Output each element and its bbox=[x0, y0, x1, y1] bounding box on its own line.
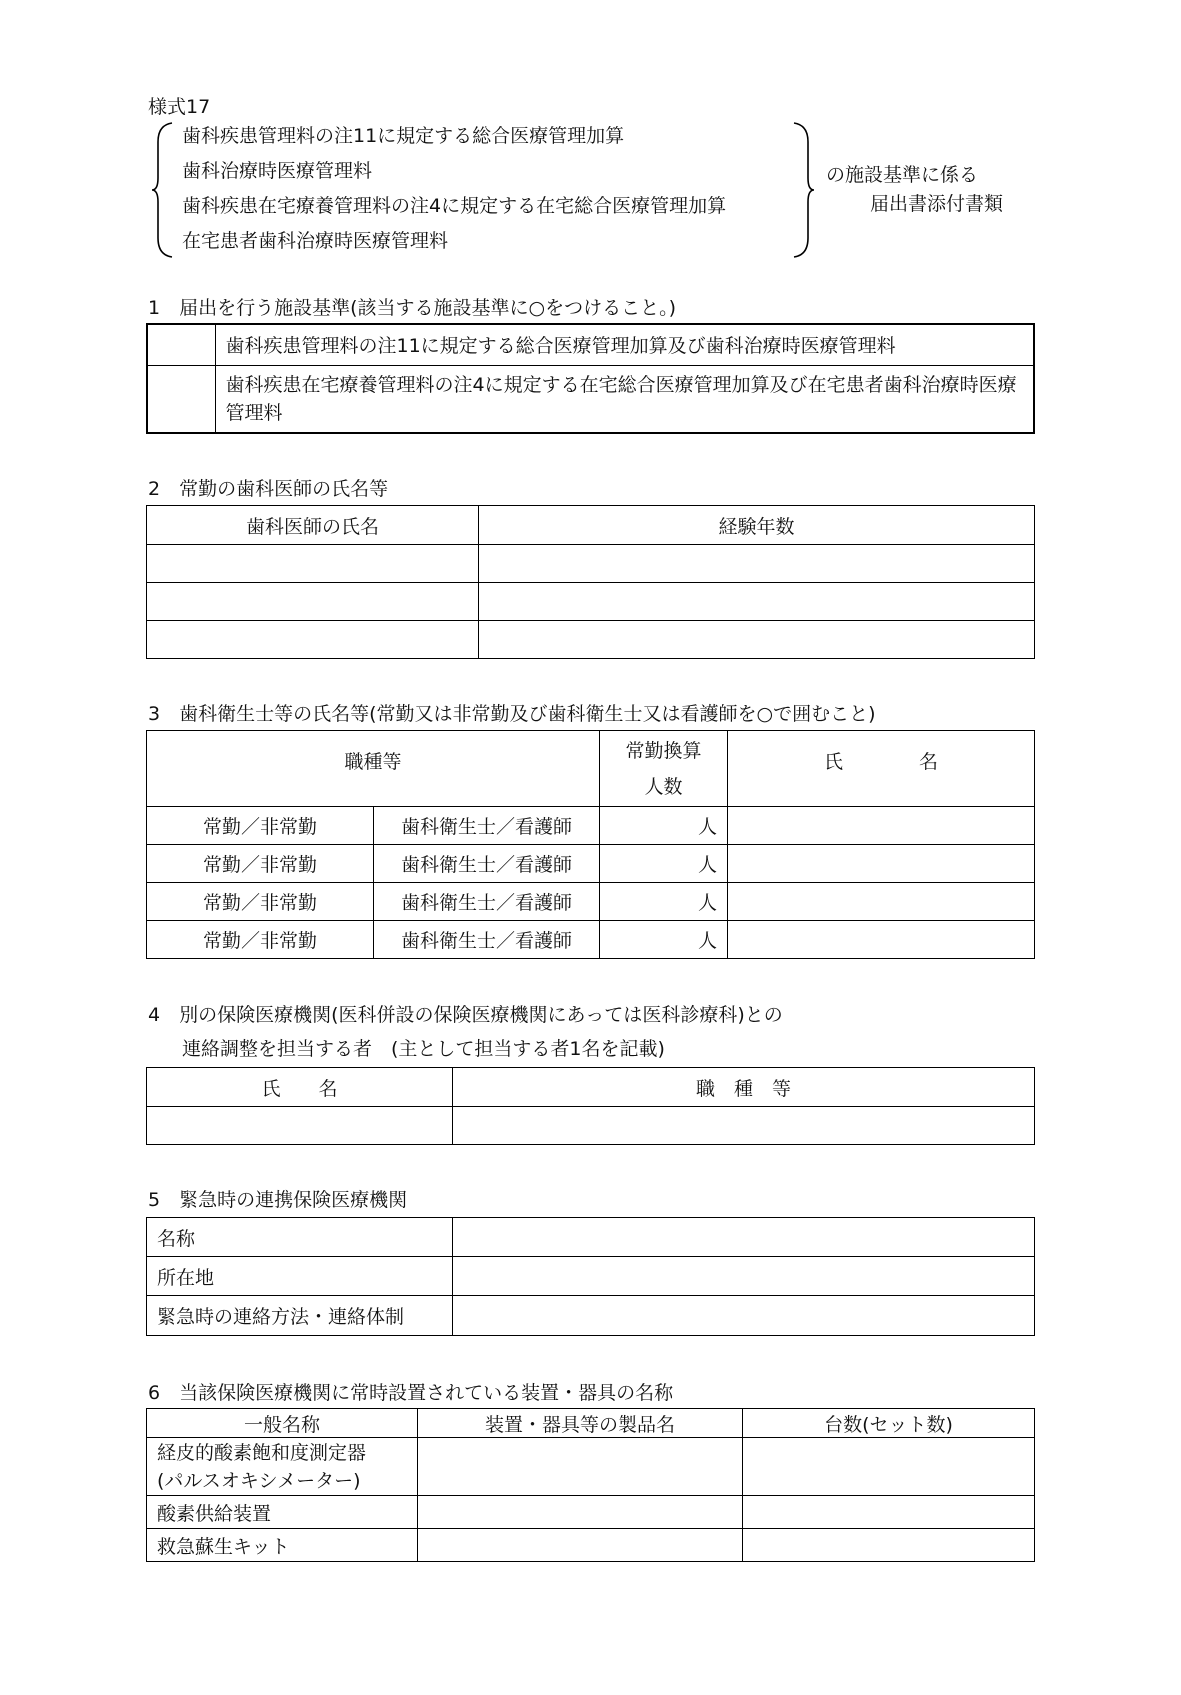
section3-employment[interactable]: 常勤／非常勤 bbox=[147, 883, 374, 921]
section6-title: 6 当該保険医療機関に常時設置されている装置・器具の名称 bbox=[148, 1382, 674, 1404]
section2-cell[interactable] bbox=[479, 583, 1035, 621]
section6-count-cell[interactable] bbox=[743, 1529, 1035, 1562]
form-number: 様式17 bbox=[148, 96, 211, 118]
section3-count-unit[interactable]: 人 bbox=[600, 883, 728, 921]
section3-count-unit[interactable]: 人 bbox=[600, 807, 728, 845]
section4-cell[interactable] bbox=[147, 1107, 453, 1145]
section3-name-cell[interactable] bbox=[728, 883, 1035, 921]
section2-table bbox=[146, 505, 1035, 659]
section4-table bbox=[146, 1067, 1035, 1145]
section6-product-cell[interactable] bbox=[418, 1496, 743, 1529]
section4-header-role: 職 種 等 bbox=[453, 1068, 1035, 1107]
section2-title: 2 常勤の歯科医師の氏名等 bbox=[148, 478, 389, 500]
section1-table bbox=[146, 323, 1035, 434]
section2-cell[interactable] bbox=[147, 583, 479, 621]
section5-value-name[interactable] bbox=[453, 1218, 1035, 1257]
section3-count-unit[interactable]: 人 bbox=[600, 845, 728, 883]
section2-cell[interactable] bbox=[479, 545, 1035, 583]
header-item-2: 歯科治療時医療管理料 bbox=[182, 160, 373, 182]
section6-item-2: 酸素供給装置 bbox=[147, 1496, 418, 1529]
section1-check-2[interactable] bbox=[147, 365, 215, 433]
section5-label-name: 名称 bbox=[147, 1218, 453, 1257]
left-brace bbox=[150, 120, 180, 260]
header-suffix-line2: 届出書添付書類 bbox=[870, 193, 1004, 215]
section4-title-line1: 4 別の保険医療機関(医科併設の保険医療機関にあっては医科診療科)との bbox=[148, 1004, 783, 1026]
right-brace bbox=[788, 120, 818, 260]
section6-count-cell[interactable] bbox=[743, 1496, 1035, 1529]
section3-role[interactable]: 歯科衛生士／看護師 bbox=[374, 807, 600, 845]
section4-title-line2: 連絡調整を担当する者 (主として担当する者1名を記載) bbox=[182, 1038, 665, 1060]
section3-name-cell[interactable] bbox=[728, 845, 1035, 883]
section3-title: 3 歯科衛生士等の氏名等(常勤又は非常勤及び歯科衛生士又は看護師を○で囲むこと) bbox=[148, 703, 876, 725]
section3-header-count-1: 常勤換算 bbox=[625, 739, 702, 762]
section3-header-count-2: 人数 bbox=[644, 775, 683, 798]
section6-table bbox=[146, 1408, 1035, 1562]
section2-header-years: 経験年数 bbox=[479, 506, 1035, 545]
header-suffix-line1: の施設基準に係る bbox=[826, 164, 979, 186]
section5-label-address: 所在地 bbox=[147, 1257, 453, 1296]
section2-cell[interactable] bbox=[479, 621, 1035, 659]
section4-cell[interactable] bbox=[453, 1107, 1035, 1145]
section6-item-1-line2: (パルスオキシメーター) bbox=[157, 1469, 361, 1492]
section1-row-1: 歯科疾患管理料の注11に規定する総合医療管理加算及び歯科治療時医療管理料 bbox=[215, 324, 1034, 365]
section1-row-2: 歯科疾患在宅療養管理料の注4に規定する在宅総合医療管理加算及び在宅患者歯科治療時医療管理料 bbox=[215, 365, 1034, 433]
section6-product-cell[interactable] bbox=[418, 1438, 743, 1496]
section6-header-product: 装置・器具等の製品名 bbox=[418, 1409, 743, 1438]
section3-employment[interactable]: 常勤／非常勤 bbox=[147, 807, 374, 845]
section3-header-count bbox=[600, 731, 728, 807]
section2-header-name: 歯科医師の氏名 bbox=[147, 506, 479, 545]
header-item-3: 歯科疾患在宅療養管理料の注4に規定する在宅総合医療管理加算 bbox=[182, 195, 727, 217]
section3-header-name: 氏 名 bbox=[728, 731, 1035, 807]
section5-title: 5 緊急時の連携保険医療機関 bbox=[148, 1189, 408, 1211]
section6-product-cell[interactable] bbox=[418, 1529, 743, 1562]
header-item-1: 歯科疾患管理料の注11に規定する総合医療管理加算 bbox=[182, 125, 625, 147]
section3-count-unit[interactable]: 人 bbox=[600, 921, 728, 959]
section6-item-3: 救急蘇生キット bbox=[147, 1529, 418, 1562]
section3-header-type: 職種等 bbox=[147, 731, 600, 807]
section6-count-cell[interactable] bbox=[743, 1438, 1035, 1496]
section6-item-1 bbox=[147, 1438, 418, 1496]
section6-item-1-line1: 経皮的酸素飽和度測定器 bbox=[157, 1441, 367, 1464]
section5-value-contact[interactable] bbox=[453, 1296, 1035, 1336]
section5-table bbox=[146, 1217, 1035, 1336]
section3-name-cell[interactable] bbox=[728, 921, 1035, 959]
section3-employment[interactable]: 常勤／非常勤 bbox=[147, 921, 374, 959]
header-item-4: 在宅患者歯科治療時医療管理料 bbox=[182, 230, 449, 252]
section5-value-address[interactable] bbox=[453, 1257, 1035, 1296]
section2-cell[interactable] bbox=[147, 621, 479, 659]
section3-name-cell[interactable] bbox=[728, 807, 1035, 845]
section3-role[interactable]: 歯科衛生士／看護師 bbox=[374, 883, 600, 921]
section6-header-count: 台数(セット数) bbox=[743, 1409, 1035, 1438]
section3-table bbox=[146, 730, 1035, 959]
section1-check-1[interactable] bbox=[147, 324, 215, 365]
section5-label-contact: 緊急時の連絡方法・連絡体制 bbox=[147, 1296, 453, 1336]
section6-header-general: 一般名称 bbox=[147, 1409, 418, 1438]
section3-role[interactable]: 歯科衛生士／看護師 bbox=[374, 845, 600, 883]
section1-title: 1 届出を行う施設基準(該当する施設基準に○をつけること。) bbox=[148, 297, 676, 319]
section3-employment[interactable]: 常勤／非常勤 bbox=[147, 845, 374, 883]
section2-cell[interactable] bbox=[147, 545, 479, 583]
section4-header-name: 氏 名 bbox=[147, 1068, 453, 1107]
section3-role[interactable]: 歯科衛生士／看護師 bbox=[374, 921, 600, 959]
